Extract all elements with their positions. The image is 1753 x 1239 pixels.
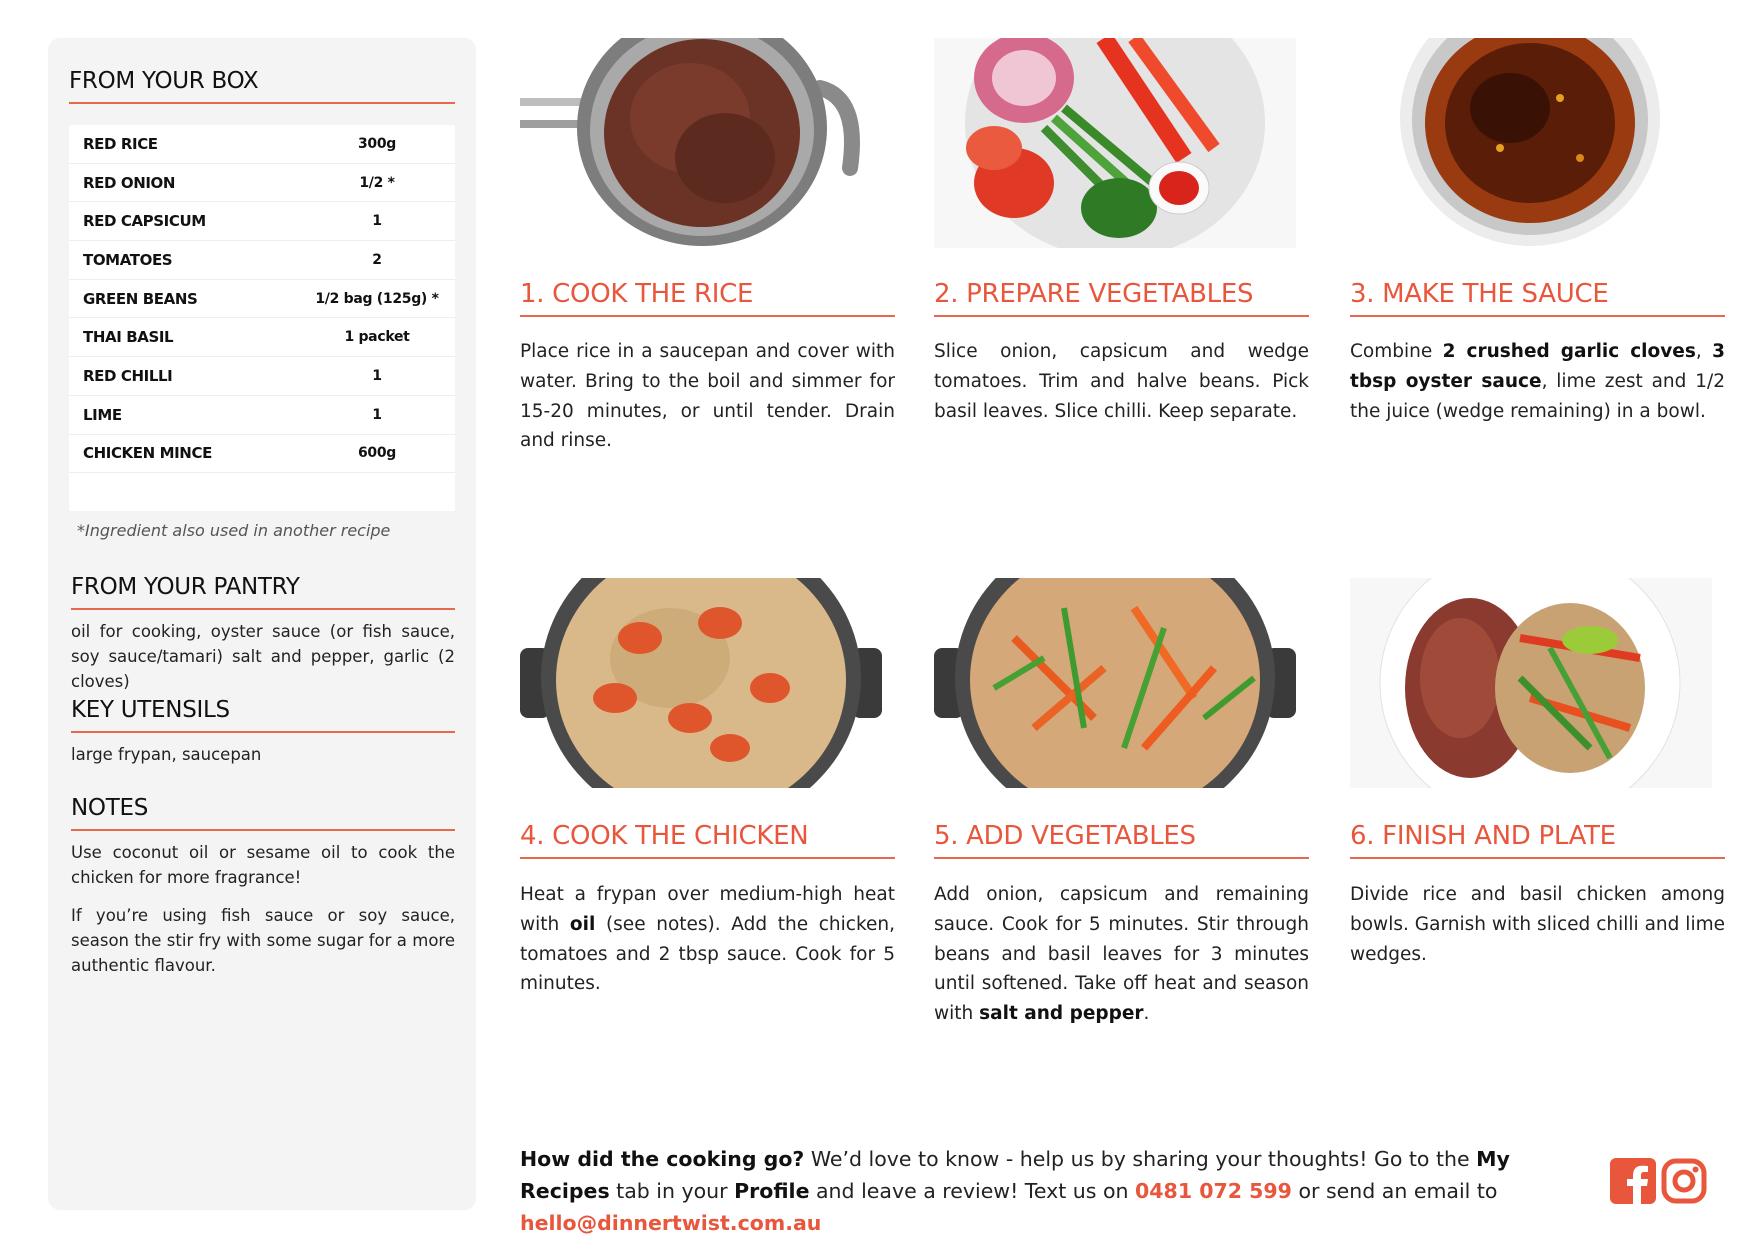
ingredient-table xyxy=(69,125,455,511)
step-5-text xyxy=(934,880,1309,1029)
feedback-text: or send an email to xyxy=(1291,1179,1498,1203)
step-5-title: 5. ADD VEGETABLES xyxy=(934,821,1309,859)
table-row xyxy=(69,280,455,319)
step-2-text xyxy=(934,337,1309,426)
step-6-title: 6. FINISH AND PLATE xyxy=(1350,821,1725,859)
step-text-part: . xyxy=(1143,1003,1150,1025)
step-4-title: 4. COOK THE CHICKEN xyxy=(520,821,895,859)
ingredient-name: RED ONION xyxy=(83,173,176,192)
step-text-part: Add onion, capsicum and remaining sauce. Cook for 5 minutes. Stir through beans and basil leaves for 3 minutes until softened. Take off heat and season with xyxy=(934,884,1309,1025)
step-text-bold: 2 crushed garlic cloves xyxy=(1442,341,1696,362)
ingredient-footnote: *Ingredient also used in another recipe xyxy=(77,521,391,540)
step-text-part: Combine xyxy=(1350,341,1443,362)
step-text-part: Place rice in a saucepan and cover with water. Bring to the boil and simmer for 15-20 minutes, or until tender. Drain and rinse. xyxy=(520,341,895,452)
step-6-text xyxy=(1350,880,1725,969)
ingredient-name: RED CAPSICUM xyxy=(83,212,206,231)
feedback-question: How did the cooking go? xyxy=(520,1147,805,1171)
table-row xyxy=(69,125,455,164)
ingredient-name: GREEN BEANS xyxy=(83,289,198,308)
ingredient-qty: 300g xyxy=(357,135,397,152)
step-text-part: Heat a frypan over medium-high heat with xyxy=(520,884,895,935)
step-4-text xyxy=(520,880,895,999)
step-text-bold: oil xyxy=(569,913,596,935)
feedback-text: and leave a review! Text us on xyxy=(809,1179,1136,1203)
utensils-text: large frypan, saucepan xyxy=(71,745,262,764)
table-row xyxy=(69,318,455,357)
step-1-title: 1. COOK THE RICE xyxy=(520,279,895,317)
step-1-text xyxy=(520,337,895,456)
note-text: Use coconut oil or sesame oil to cook the chicken for more fragrance! xyxy=(71,843,455,887)
ingredient-qty: 1 xyxy=(372,213,382,230)
instagram-icon[interactable] xyxy=(1661,1158,1707,1208)
table-row xyxy=(69,164,455,203)
step-6-photo xyxy=(1350,578,1712,788)
step-text-bold: 3 tbsp oyster sauce xyxy=(1350,341,1725,392)
ingredient-name: THAI BASIL xyxy=(83,328,174,347)
notes-heading: NOTES xyxy=(71,795,455,831)
feedback-message xyxy=(520,1143,1590,1239)
profile-label: Profile xyxy=(734,1179,810,1203)
step-text-part: Divide rice and basil chicken among bowls. Garnish with sliced chilli and lime wedges. xyxy=(1350,884,1725,965)
feedback-text: We’d love to know - help us by sharing your thoughts! Go to the xyxy=(804,1147,1477,1171)
ingredient-name: RED CHILLI xyxy=(83,366,173,385)
my-recipes-label: My Recipes xyxy=(520,1147,1510,1203)
table-row xyxy=(69,241,455,280)
utensils-heading: KEY UTENSILS xyxy=(71,697,455,733)
ingredient-qty: 1 packet xyxy=(344,329,410,346)
phone-link[interactable]: 0481 072 599 xyxy=(1135,1179,1292,1203)
email-link[interactable]: hello@dinnertwist.com.au xyxy=(520,1211,822,1235)
step-text-part: , lime zest and 1/2 the juice (wedge remaining) in a bowl. xyxy=(1350,370,1725,422)
ingredient-qty: 1/2 * xyxy=(359,174,395,191)
ingredient-qty: 1/2 bag (125g) * xyxy=(315,290,439,307)
ingredient-name: TOMATOES xyxy=(83,250,173,269)
step-3-text xyxy=(1350,337,1725,426)
pantry-heading: FROM YOUR PANTRY xyxy=(71,574,455,610)
table-row xyxy=(69,202,455,241)
step-2-title: 2. PREPARE VEGETABLES xyxy=(934,279,1309,317)
ingredient-name: LIME xyxy=(83,405,122,424)
pantry-text: oil for cooking, oyster sauce (or fish sauce, soy sauce/tamari) salt and pepper, garlic (2 cloves) xyxy=(71,622,455,691)
step-4-photo xyxy=(520,578,882,788)
ingredient-qty: 1 xyxy=(372,367,382,384)
ingredient-qty: 2 xyxy=(372,251,382,268)
step-3-title: 3. MAKE THE SAUCE xyxy=(1350,279,1725,317)
note-text: If you’re using fish sauce or soy sauce, season the stir fry with some sugar for a more authentic flavour. xyxy=(71,906,455,975)
table-row xyxy=(69,396,455,435)
step-1-photo xyxy=(520,38,882,248)
step-2-photo xyxy=(934,38,1296,248)
table-row xyxy=(69,435,455,474)
from-box-heading: FROM YOUR BOX xyxy=(69,68,455,104)
table-row xyxy=(69,357,455,396)
ingredient-qty: 1 xyxy=(372,406,382,423)
step-text-bold: salt and pepper xyxy=(979,1003,1144,1025)
step-text-part: (see notes). Add the chicken, tomatoes and 2 tbsp sauce. Cook for 5 minutes. xyxy=(520,913,895,995)
facebook-icon[interactable] xyxy=(1610,1158,1656,1208)
step-3-photo xyxy=(1350,38,1712,248)
feedback-text: tab in your xyxy=(609,1179,735,1203)
table-row-empty xyxy=(69,473,455,511)
step-5-photo xyxy=(934,578,1296,788)
ingredient-qty: 600g xyxy=(357,445,397,462)
step-text-part: , xyxy=(1695,341,1713,362)
ingredient-name: CHICKEN MINCE xyxy=(83,444,212,463)
step-text-part: Slice onion, capsicum and wedge tomatoes. Trim and halve beans. Pick basil leaves. Slice chilli. Keep separate. xyxy=(934,341,1309,422)
ingredient-name: RED RICE xyxy=(83,134,158,153)
